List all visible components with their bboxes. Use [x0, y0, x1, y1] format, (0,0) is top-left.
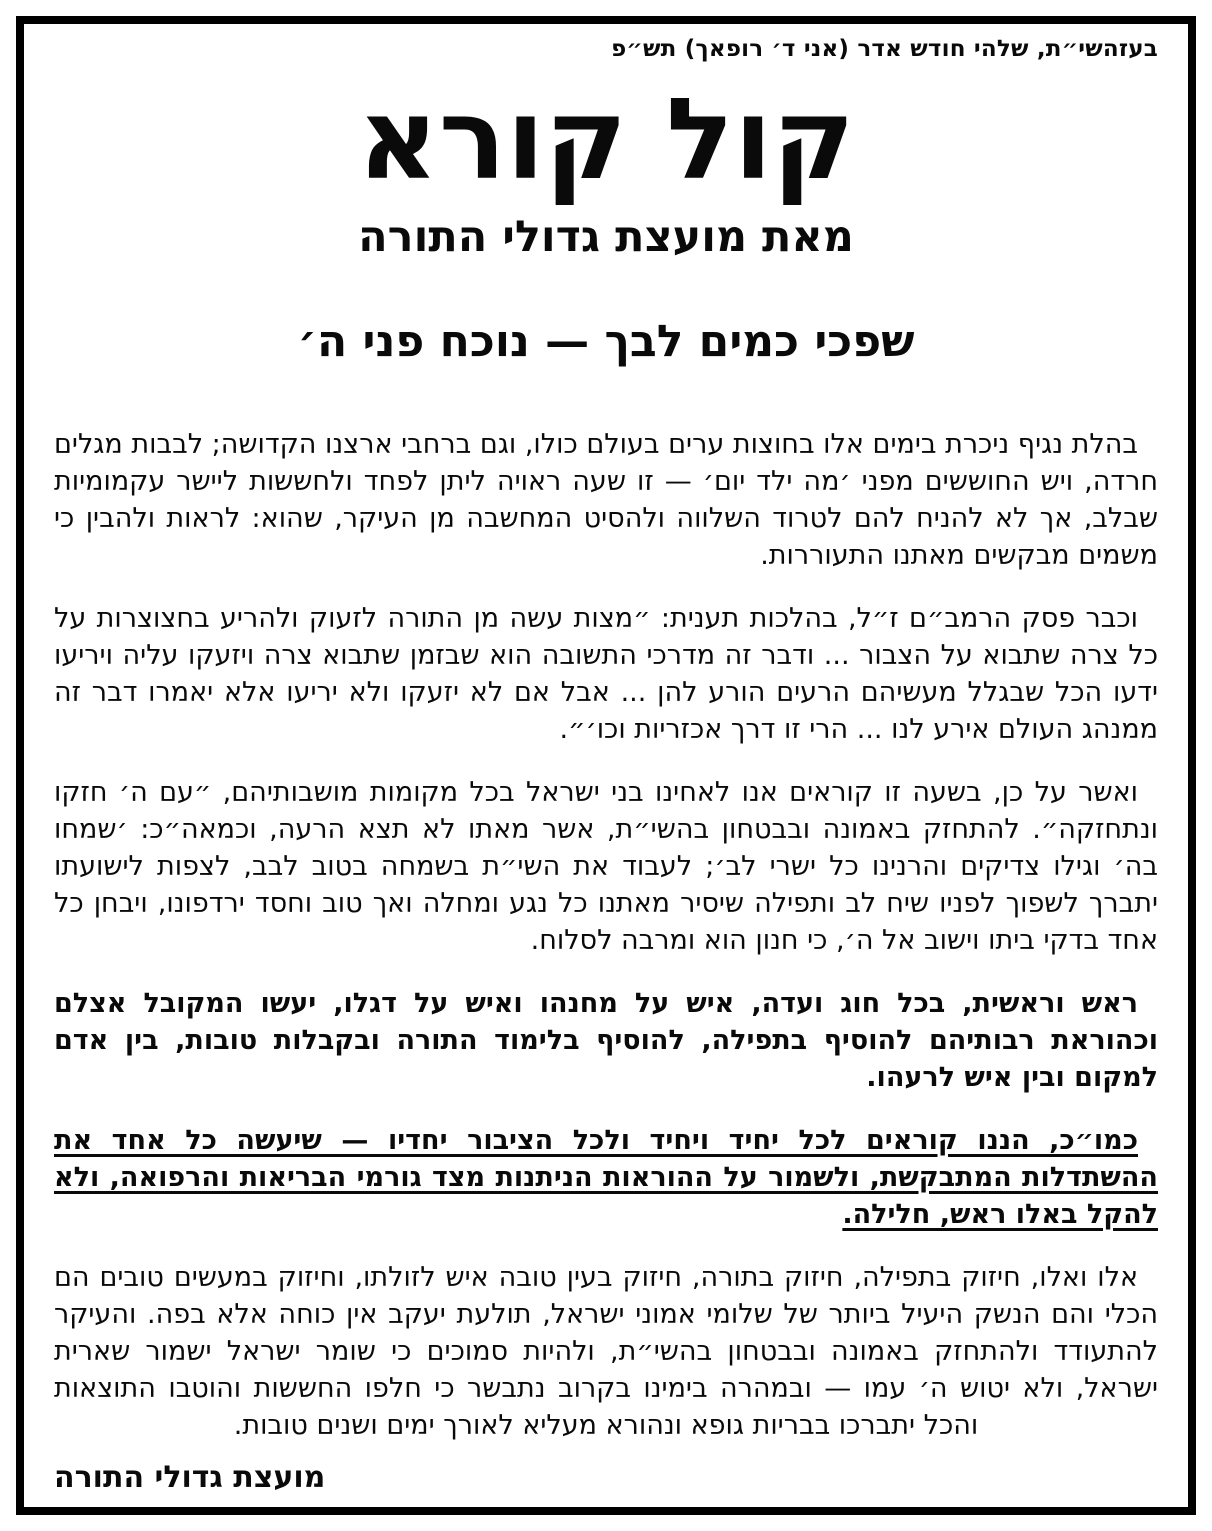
verse-heading: שפכי כמים לבך — נוכח פני ה׳ — [297, 315, 915, 367]
page-title: קול קורא — [357, 75, 855, 205]
body-paragraph: וכבר פסק הרמב״ם ז״ל, בהלכות תענית: ״מצות עשה מן התורה לזעוק ולהריע בחצוצרות על כל צרה שתבוא על הצבור ... ודבר זה מדרכי התשובה הוא שבזמן שתבוא צרה ויזעקו עליה ויריעו ידעו הכל שבגלל מעשיהם הרעים הורע להן ... אבל אם לא יזעקו ולא יריעו אלא יאמרו דבר זה ממנהג העולם אירע לנו ... הרי זו דרך אכזריות וכו׳״. — [54, 603, 1158, 746]
page-content — [24, 24, 1188, 1507]
body-paragraph: אלו ואלו, חיזוק בתפילה, חיזוק בתורה, חיזוק בעין טובה איש לזולתו, וחיזוק במעשים טובים הם הכלי והם הנשק היעיל ביותר של שלומי אמוני ישראל, תולעת יעקב אין כוחה אלא בפה. והעיקר להתעודד ולהתחזק באמונה ובבטחון בהשי״ת, ולהיות סמוכים כי שומר ישראל ישמור שארית ישראל, ולא יטוש ה׳ עמו — ובמהרה בימינו בקרוב נתבשר כי חלפו החששות והוטבו התוצאות והכל יתברכו בבריות גופא ונהורא מעליא לאורך ימים ושנים טובות. — [54, 1262, 1158, 1442]
body-paragraph-emphasized: ראש וראשית, בכל חוג ועדה, איש על מחנהו ואיש על דגלו, יעשו המקובל אצלם וכהוראת רבותיהם להוסיף בתפילה, להוסיף בלימוד התורה ובקבלות טובות, בין אדם למקום ובין איש לרעהו. — [54, 988, 1158, 1094]
subtitle-author: מאת מועצת גדולי התורה — [358, 212, 854, 262]
signature: מועצת גדולי התורה — [54, 1460, 326, 1495]
page-border-frame — [16, 16, 1196, 1515]
body-paragraph-underlined: כמו״כ, הננו קוראים לכל יחיד ויחיד ולכל הציבור יחדיו — שיעשה כל אחד את ההשתדלות המתבקשת, ולשמור על ההוראות הניתנות מצד גורמי הבריאות והרפואה, ולא להקל באלו ראש, חלילה. — [54, 1125, 1158, 1231]
date-line: בעזהשי״ת, שלהי חודש אדר (אני ד׳ רופאך) תש״פ — [611, 36, 1158, 62]
body-paragraph: בהלת נגיף ניכרת בימים אלו בחוצות ערים בעולם כולו, וגם ברחבי ארצנו הקדושה; לבבות מגלים חרדה, ויש החוששים מפני ׳מה ילד יום׳ — זו שעה ראויה ליתן לפחד ולחששות ליישר עקמומיות שבלב, אך לא להניח להם לטרוד השלווה ולהסיט המחשבה מן העיקר, שהוא: לראות ולהבין כי משמים מבקשים מאתנו התעוררות. — [54, 429, 1158, 572]
body-paragraph: ואשר על כן, בשעה זו קוראים אנו לאחינו בני ישראל בכל מקומות מושבותיהם, ״עם ה׳ חזקו ונתחזקה״. להתחזק באמונה ובבטחון בהשי״ת, אשר מאתו לא תצא הרעה, וכמאה״כ: ׳שמחו בה׳ וגילו צדיקים והרנינו כל ישרי לב׳; לעבוד את השי״ת בשמחה בטוב לבב, לצפות לישועתו יתברך לשפוך לפניו שיח לב ותפילה שיסיר מאתנו כל נגע ומחלה ואך טוב וחסד ירדפונו, ויבחן כל אחד בדקי ביתו וישוב אל ה׳, כי חנון הוא ומרבה לסלוח. — [54, 777, 1158, 957]
body-text — [54, 426, 1158, 1444]
